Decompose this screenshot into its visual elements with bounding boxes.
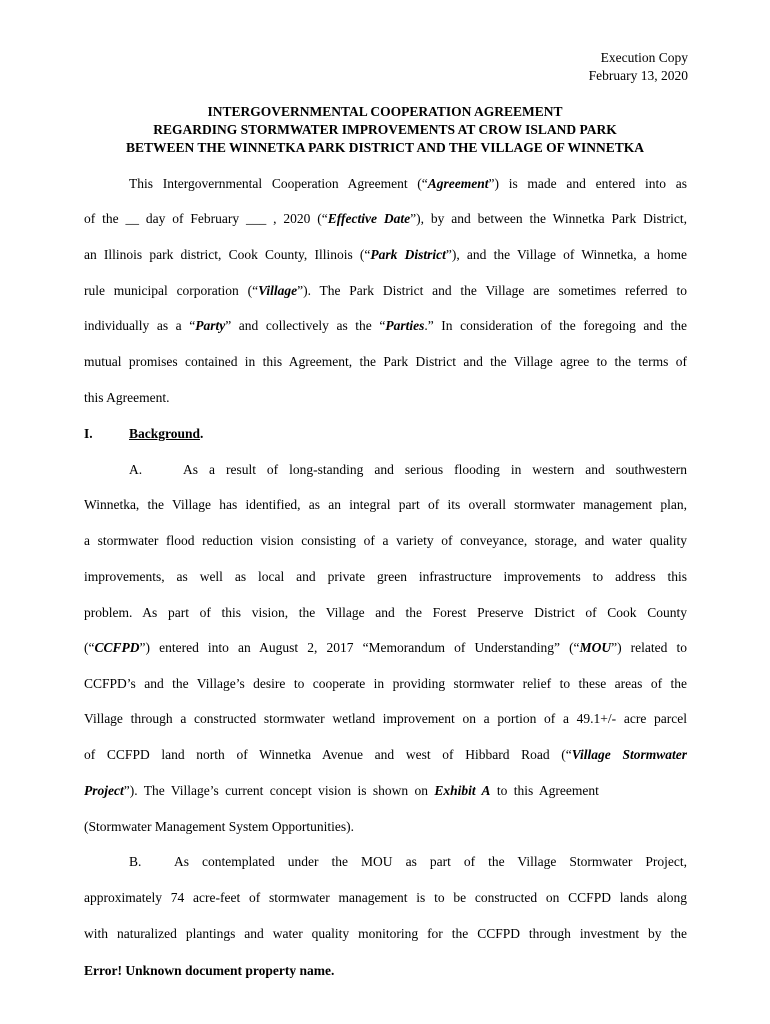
paragraph-b-line: As contemplated under the MOU as part of the Village Stormwater Project, [174,854,687,869]
section-heading: Background. [129,426,204,441]
defined-term-park-district: Park District [370,247,446,262]
paragraph-a-line: (“CCFPD”) entered into an August 2, 2017 “Memorandum of Understanding” (“MOU”) related to [84,640,687,655]
paragraph-a-label: A. [129,462,143,477]
paragraph-a-line: CCFPD’s and the Village’s desire to cooperate in providing stormwater relief to these areas of the [84,676,687,691]
paragraph-a-line: Project”). The Village’s current concept vision is shown on Exhibit A to this Agreement [84,783,599,798]
paragraph-b-line: approximately 74 acre-feet of stormwater management is to be constructed on CCFPD lands along [84,890,687,905]
section-number: I. [84,426,93,441]
defined-term-mou: MOU [579,640,612,655]
defined-term-parties: Parties [385,318,425,333]
paragraph-a-line: a stormwater flood reduction vision consisting of a variety of conveyance, storage, and water quality [84,533,687,548]
paragraph-a-line: improvements, as well as local and private green infrastructure improvements to address this [84,569,687,584]
intro-line: individually as a “Party” and collectively as the “Parties.” In consideration of the foregoing and the [84,318,688,333]
intro-line: mutual promises contained in this Agreement, the Park District and the Village agree to the terms of [84,354,687,369]
defined-term-agreement: Agreement [427,176,489,191]
intro-line: rule municipal corporation (“Village”). The Park District and the Village are sometimes referred to [84,283,687,298]
defined-term-village-stormwater-project: Village Stormwater [571,747,687,762]
paragraph-a-line: Winnetka, the Village has identified, as an integral part of its overall stormwater management plan, [84,497,687,512]
paragraph-a-line: (Stormwater Management System Opportunities). [84,819,354,834]
intro-line: an Illinois park district, Cook County, Illinois (“Park District”), and the Village of Winnetka, a home [84,247,687,262]
document-date: February 13, 2020 [588,68,688,83]
intro-line: This Intergovernmental Cooperation Agreement (“Agreement”) is made and entered into as [129,176,687,191]
title-line-2: REGARDING STORMWATER IMPROVEMENTS AT CROW ISLAND PARK [153,122,617,137]
defined-term-ccfpd: CCFPD [94,640,140,655]
title-line-3: BETWEEN THE WINNETKA PARK DISTRICT AND THE VILLAGE OF WINNETKA [125,140,644,155]
execution-copy-label: Execution Copy [600,50,688,65]
paragraph-a-line: problem. As part of this vision, the Village and the Forest Preserve District of Cook County [84,605,687,620]
footer-error-text: Error! Unknown document property name. [84,963,335,978]
intro-line: this Agreement. [84,390,170,405]
paragraph-b-label: B. [129,854,142,869]
defined-term-effective-date: Effective Date [327,211,411,226]
intro-line: of the __ day of February ___ , 2020 (“Effective Date”), by and between the Winnetka Park District, [84,211,687,226]
paragraph-a-line: As a result of long-standing and serious flooding in western and southwestern [183,462,687,477]
exhibit-a-reference: Exhibit A [434,783,491,798]
paragraph-a-line: Village through a constructed stormwater wetland improvement on a portion of a 49.1+/- acre parcel [84,711,687,726]
title-line-1: INTERGOVERNMENTAL COOPERATION AGREEMENT [207,104,563,119]
defined-term-village: Village [258,283,298,298]
defined-term-party: Party [195,318,226,333]
paragraph-b-line: with naturalized plantings and water quality monitoring for the CCFPD through investment by the [84,926,687,941]
paragraph-a-line: of CCFPD land north of Winnetka Avenue and west of Hibbard Road (“Village Stormwater [84,747,687,762]
